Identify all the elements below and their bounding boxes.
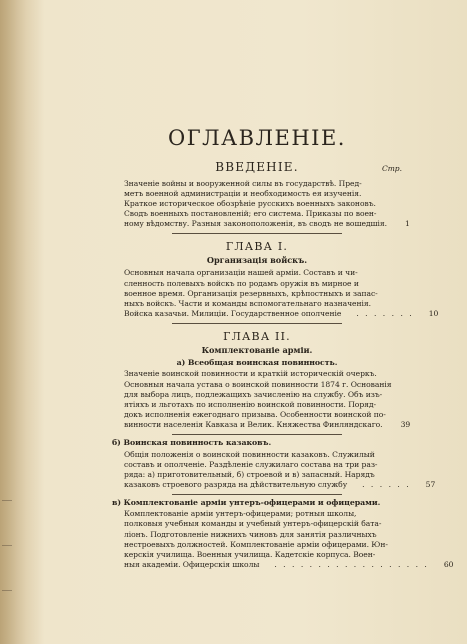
entry-line: Значеніе войны и вооруженной силы въ государствѣ. Пред-: [124, 179, 362, 188]
entry-line: сленность полевыхъ войскъ по родамъ оружія въ мирное и: [124, 278, 359, 288]
table-of-contents: [112, 126, 454, 570]
entry-line: составъ и ополченіе. Раздѣленіе служилаго состава на три раз-: [124, 459, 378, 469]
chapter-title-2: Комплектованіе арміи.: [201, 344, 313, 355]
entry-last-line: [112, 479, 436, 490]
entry-last-line: [112, 559, 454, 570]
chapter-title-1: Организація войскъ.: [206, 255, 308, 266]
leader-dots: . . . . . . .: [356, 308, 414, 318]
entry-last-line: [112, 419, 411, 430]
entry-line: метъ военной администраціи и необходимость ея изученія.: [124, 189, 362, 199]
subsection-heading-b: б) Воинская повинность казаковъ.: [112, 438, 272, 447]
toc-entry-ch2-b: [112, 449, 436, 490]
entry-line: Значеніе воинской повинности и краткій историческій очеркъ.: [124, 369, 377, 379]
divider: [172, 323, 342, 324]
entry-last-line: [112, 308, 439, 319]
entry-line: докъ исполненія ежегоднаго призыва. Особенности воинской по-: [124, 409, 386, 419]
page-number: 60: [443, 559, 454, 569]
divider: [172, 434, 342, 435]
toc-entry-intro: [112, 179, 410, 229]
chapter-heading-1: ГЛАВА I.: [225, 240, 289, 254]
subsection-heading-c: в) Комплектованіе арміи унтеръ-офицерами и офицерами.: [112, 497, 381, 507]
toc-entry-ch2-a: [112, 369, 411, 430]
facing-page-mark: [2, 590, 12, 591]
entry-line: керскія училища. Военныя училища. Кадетскіе корпуса. Воен-: [124, 549, 376, 559]
entry-line: Войска казачьи. Милиціи. Государственное ополченіе: [124, 308, 342, 318]
page-number: 57: [425, 479, 436, 489]
page-number: 1: [405, 219, 410, 229]
entry-line: ятіяхъ и льготахъ по исполненію воинской повинности. Поряд-: [124, 399, 377, 409]
facing-page-mark: [2, 500, 12, 501]
entry-line: Общія положенія о воинской повинности казаковъ. Служилый: [124, 449, 375, 459]
entry-line: Сводъ военныхъ постановленій; его система. Приказы по воен-: [124, 209, 377, 219]
divider: [172, 233, 342, 234]
page-column-label: Стр.: [381, 164, 402, 173]
section-heading-text: ВВЕДЕНІЕ.: [215, 160, 299, 174]
entry-line: полковыя учебныя команды и учебный унтеръ-офицерскій бата-: [124, 519, 382, 529]
entry-line: Комплектованіе арміи унтеръ-офицерами; ротныя школы,: [124, 509, 357, 519]
leader-dots: . . . . . .: [362, 479, 411, 489]
entry-line: казаковъ строевого разряда на дѣйствительную службу: [124, 479, 348, 489]
toc-entry-ch1: [112, 268, 439, 318]
entry-line: ряда: а) приготовительный, б) строевой и в) запасный. Нарядъ: [124, 469, 375, 479]
entry-line: Краткое историческое обозрѣніе русскихъ военныхъ законовъ.: [124, 199, 376, 209]
toc-entry-ch2-c: [112, 509, 454, 570]
entry-line: военное время. Организація резервныхъ, крѣпостныхъ и запас-: [124, 288, 378, 298]
divider: [172, 494, 342, 495]
chapter-heading-2: ГЛАВА II.: [223, 329, 291, 343]
page-number: 10: [428, 308, 439, 318]
section-heading-intro: [112, 160, 402, 174]
page-title: ОГЛАВЛЕНІЕ.: [168, 126, 346, 150]
leader-dots: . . . . . . . . . . . . . . . . . .: [274, 559, 429, 569]
entry-line: винности населенія Кавказа и Велик. Княжества Финляндскаго.: [124, 419, 383, 429]
entry-last-line: [112, 219, 410, 229]
subsection-heading-a: а) Всеобщая воинская повинность.: [176, 357, 338, 367]
entry-line: для выбора лицъ, подлежащихъ зачисленію на службу. Объ изъ-: [124, 389, 383, 399]
entry-line: ныя академіи. Офицерскія школы: [124, 559, 260, 569]
entry-line: Основныя начала организаціи нашей арміи. Составъ и чи-: [124, 268, 358, 278]
facing-page-mark: [2, 545, 12, 546]
entry-line: ному вѣдомству. Разныя законоположенія, въ сводъ не вошедшія.: [124, 219, 388, 229]
entry-line: ліонъ. Подготовленіе нижнихъ чиновъ для занятія различныхъ: [124, 529, 377, 539]
entry-line: нестроевыхъ должностей. Комплектованіе арміи офицерами. Юн-: [124, 539, 388, 549]
entry-line: Основныя начала устава о воинской повинности 1874 г. Основанія: [124, 379, 392, 389]
book-spine-shadow: [0, 0, 44, 644]
page-number: 39: [400, 419, 411, 429]
entry-line: ныхъ войскъ. Части и команды вспомогательнаго назначенія.: [124, 298, 371, 308]
